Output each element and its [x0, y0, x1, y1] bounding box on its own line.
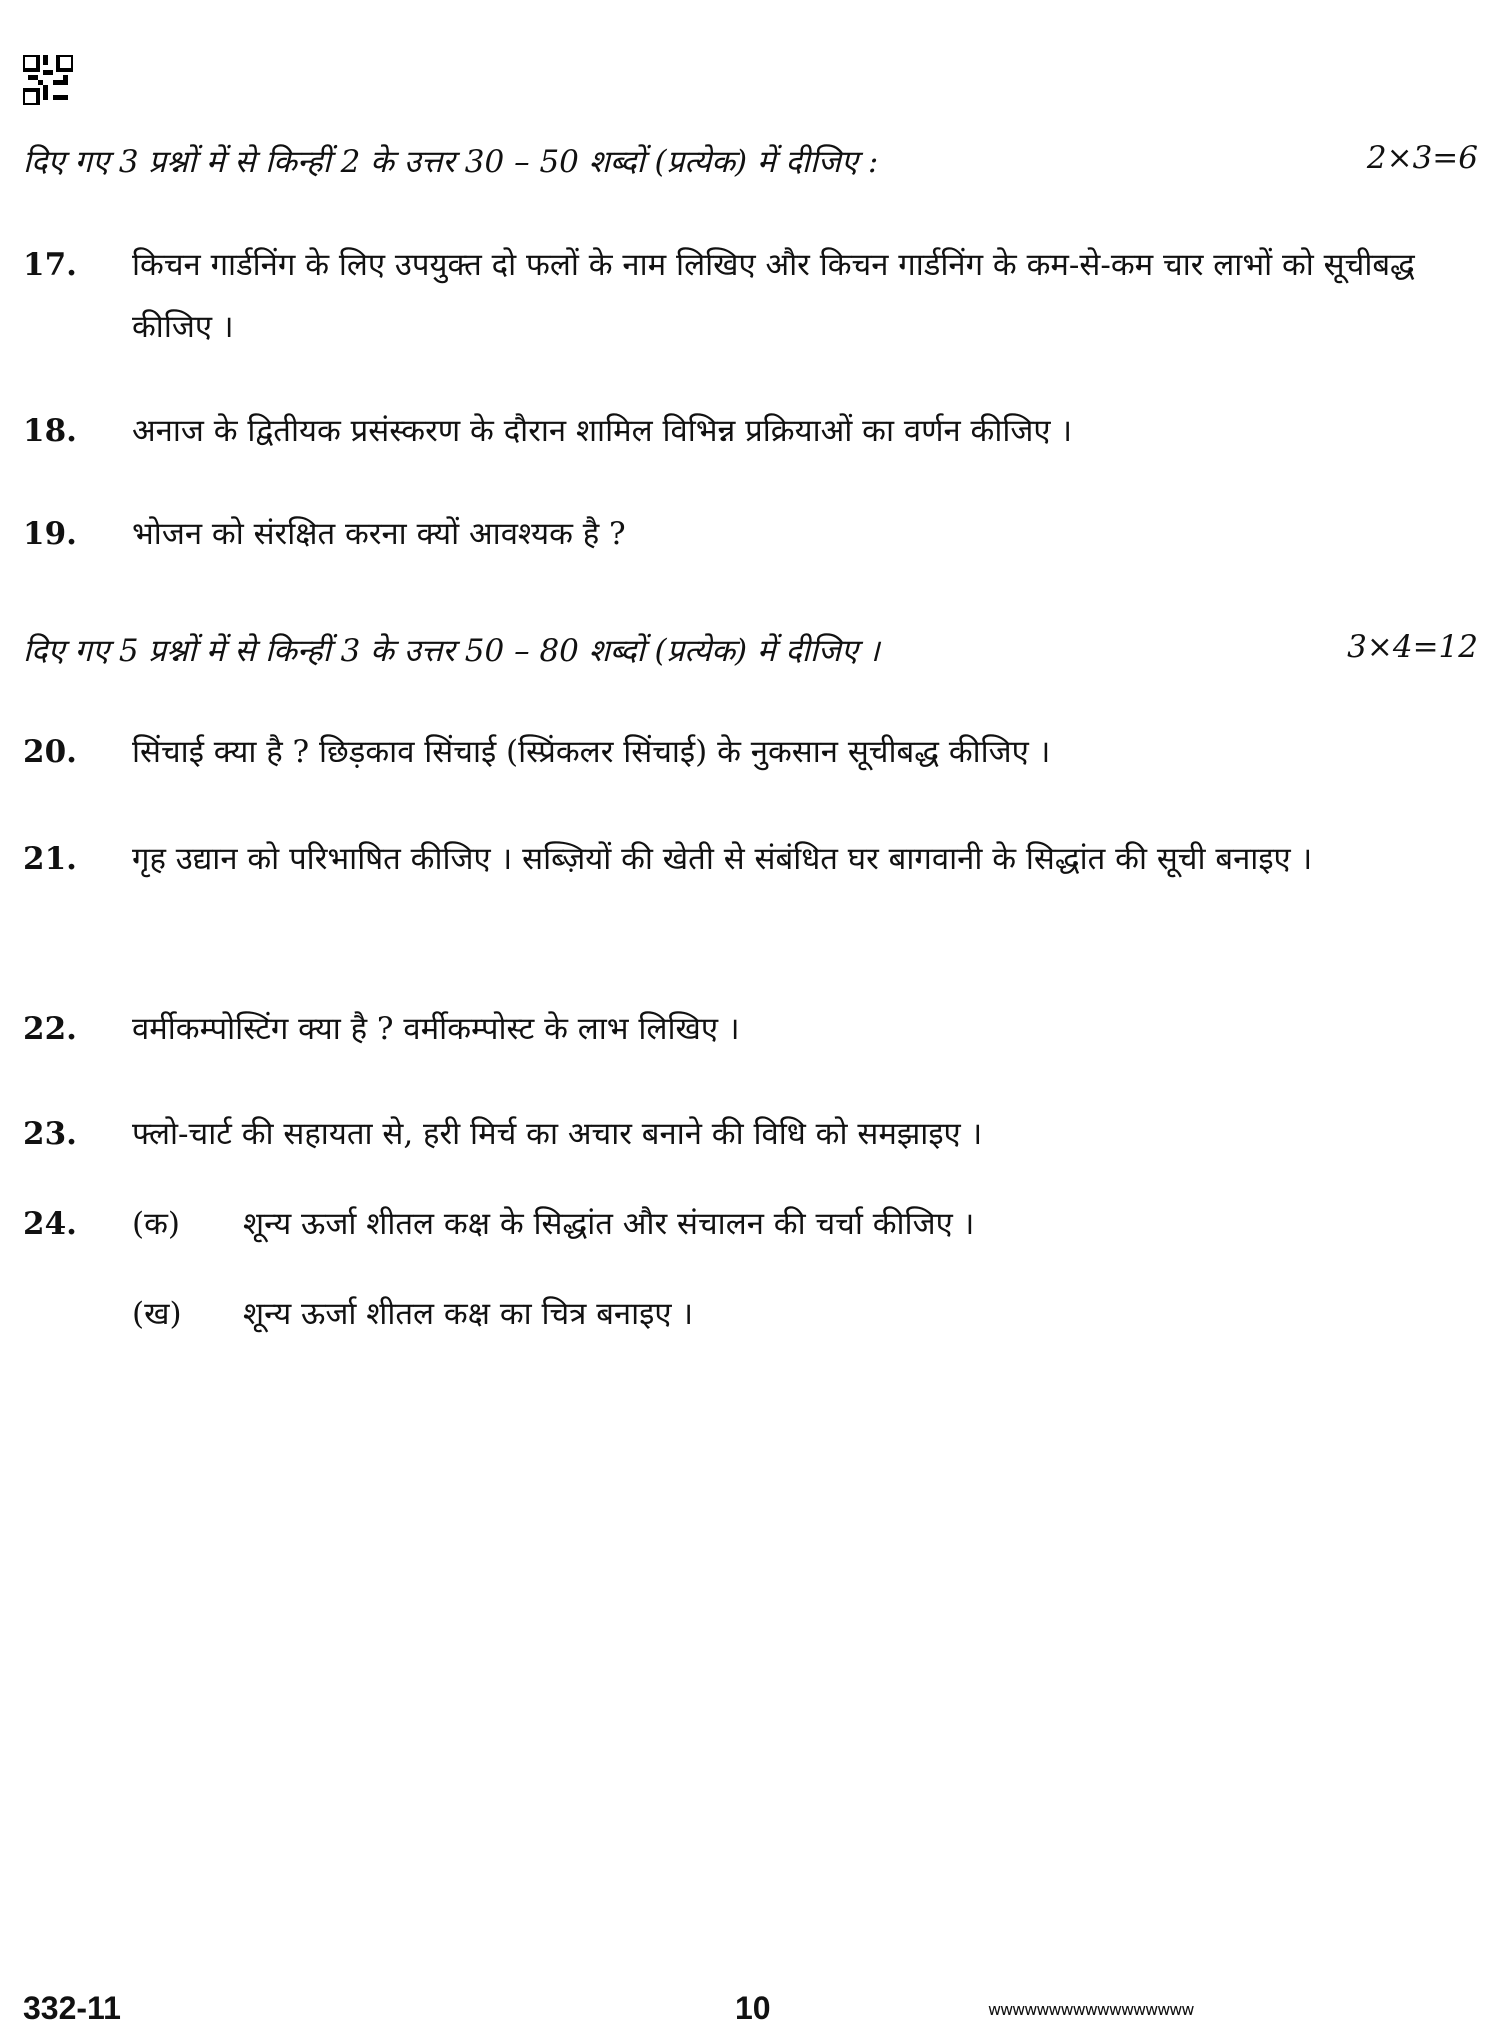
- question-22: [23, 998, 1443, 1060]
- question-text: अनाज के द्वितीयक प्रसंस्करण के दौरान शामिल विभिन्न प्रक्रियाओं का वर्णन कीजिए ।: [132, 413, 1073, 449]
- question-24: [23, 1193, 1443, 1345]
- instruction-text: दिए गए 3 प्रश्नों में से किन्हीं 2 के उत्तर 30 – 50 शब्दों (प्रत्येक) में दीजिए :: [23, 144, 879, 180]
- marks: 3×4=12: [1347, 629, 1478, 665]
- question-17: [23, 234, 1443, 358]
- paper-code: 332-11: [23, 1990, 121, 2026]
- question-text: गृह उद्यान को परिभाषित कीजिए । सब्ज़ियों की खेती से संबंधित घर बागवानी के सिद्धांत की सूची बनाइए ।: [132, 841, 1313, 877]
- question-number: 24.: [23, 1206, 77, 1242]
- question-19: [23, 503, 1443, 565]
- instruction-text: दिए गए 5 प्रश्नों में से किन्हीं 3 के उत्तर 50 – 80 शब्दों (प्रत्येक) में दीजिए ।: [23, 633, 880, 669]
- page-number: 10: [735, 1990, 771, 2026]
- section-instruction: [23, 629, 1478, 671]
- question-text: वर्मीकम्पोस्टिंग क्या है ? वर्मीकम्पोस्ट के लाभ लिखिए ।: [132, 1011, 740, 1047]
- subquestion-label: (क): [132, 1206, 180, 1242]
- question-number: 19.: [23, 516, 77, 552]
- question-21: [23, 828, 1443, 890]
- subquestion-text: शून्य ऊर्जा शीतल कक्ष के सिद्धांत और संचालन की चर्चा कीजिए ।: [243, 1206, 975, 1242]
- question-18: [23, 400, 1443, 462]
- question-text: सिंचाई क्या है ? छिड़काव सिंचाई (स्प्रिंकलर सिंचाई) के नुकसान सूचीबद्ध कीजिए ।: [132, 734, 1051, 770]
- subquestion-b: [132, 1283, 1443, 1345]
- question-number: 22.: [23, 1011, 77, 1047]
- subquestion-a: [132, 1193, 1443, 1255]
- question-number: 17.: [23, 247, 77, 283]
- question-text: फ्लो-चार्ट की सहायता से, हरी मिर्च का अचार बनाने की विधि को समझाइए ।: [132, 1116, 983, 1152]
- question-number: 20.: [23, 734, 77, 770]
- decorative-pattern: wwwwwwwwwwwwwwwww: [988, 2000, 1194, 2019]
- subquestion-label: (ख): [132, 1296, 182, 1332]
- section-instruction: [23, 140, 1478, 182]
- marks: 2×3=6: [1366, 140, 1478, 176]
- question-20: [23, 721, 1443, 783]
- question-23: [23, 1103, 1443, 1165]
- question-text: भोजन को संरक्षित करना क्यों आवश्यक है ?: [132, 516, 626, 552]
- question-number: 21.: [23, 841, 77, 877]
- qr-code-icon: [23, 55, 73, 105]
- question-text: किचन गार्डनिंग के लिए उपयुक्त दो फलों के नाम लिखिए और किचन गार्डनिंग के कम-से-कम चार लाभों को सूचीबद्ध कीजिए ।: [132, 247, 1415, 345]
- question-number: 23.: [23, 1116, 77, 1152]
- subquestion-text: शून्य ऊर्जा शीतल कक्ष का चित्र बनाइए ।: [243, 1296, 694, 1332]
- question-number: 18.: [23, 413, 77, 449]
